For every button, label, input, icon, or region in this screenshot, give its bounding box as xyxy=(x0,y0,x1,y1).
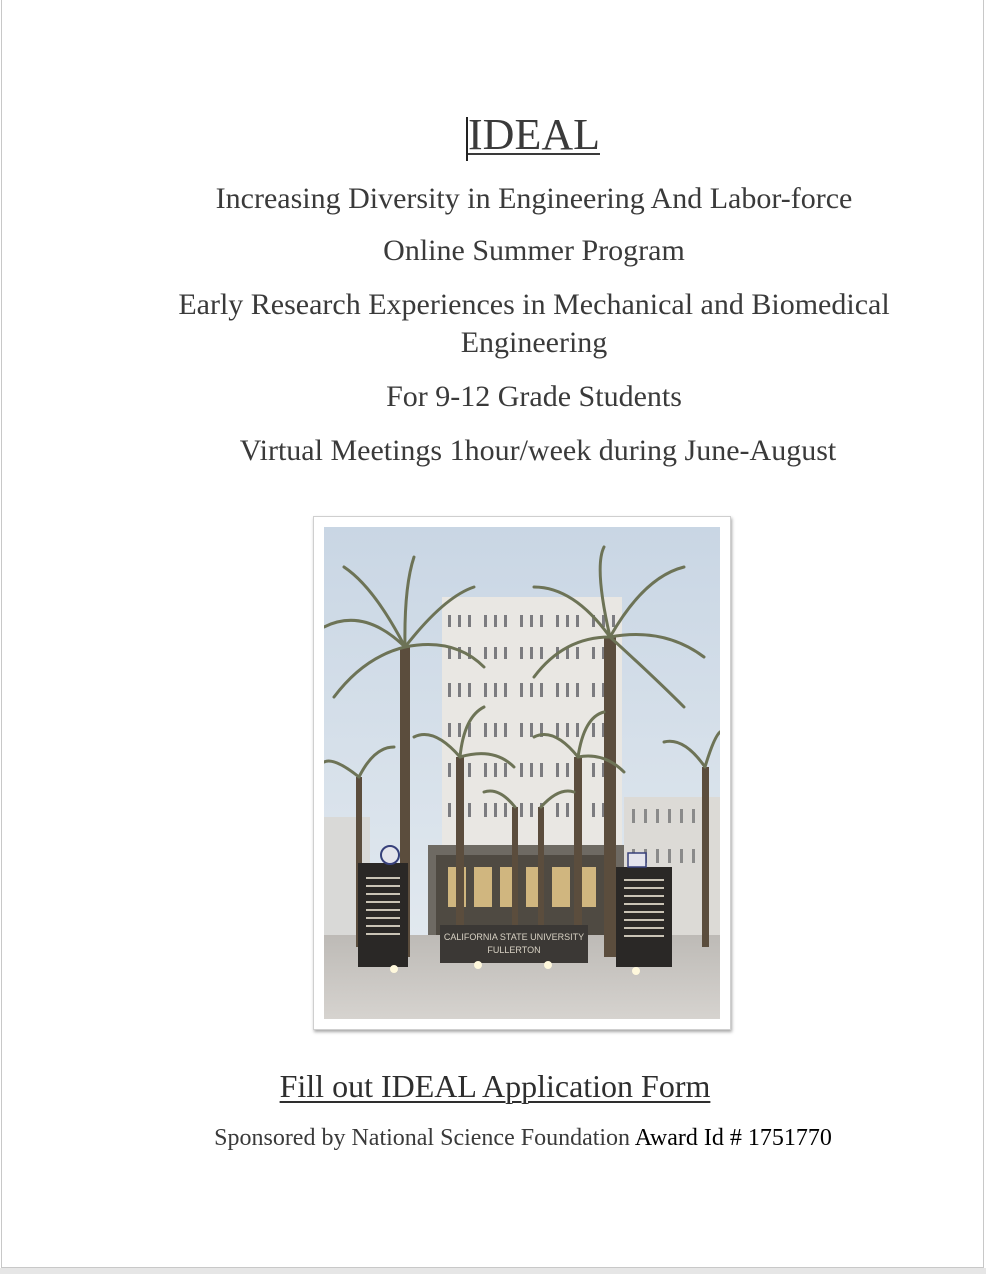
campus-photo-frame xyxy=(313,516,731,1030)
research-line-1: Early Research Experiences in Mechanical and Biomedical xyxy=(178,288,890,321)
program-subtitle: Increasing Diversity in Engineering And Labor-force xyxy=(215,182,853,215)
research-line-2: Engineering xyxy=(460,326,608,359)
sign-text-2: FULLERTON xyxy=(487,945,541,955)
application-form-link[interactable]: Fill out IDEAL Application Form xyxy=(279,1068,711,1104)
sign-text-1: CALIFORNIA STATE UNIVERSITY xyxy=(443,932,585,942)
sponsor-line xyxy=(30,1122,986,1154)
audience-line: For 9-12 Grade Students xyxy=(386,380,682,413)
sponsor-text: Sponsored by National Science Foundation xyxy=(214,1125,631,1151)
document-page xyxy=(1,0,984,1268)
page-gap xyxy=(0,1268,986,1274)
award-id: Award Id # 1751770 xyxy=(634,1125,832,1151)
schedule-line: Virtual Meetings 1hour/week during June-August xyxy=(239,434,837,467)
program-type: Online Summer Program xyxy=(383,234,685,267)
page-title: IDEAL xyxy=(468,110,600,159)
campus-photo xyxy=(324,527,720,1019)
research-description xyxy=(54,286,986,362)
